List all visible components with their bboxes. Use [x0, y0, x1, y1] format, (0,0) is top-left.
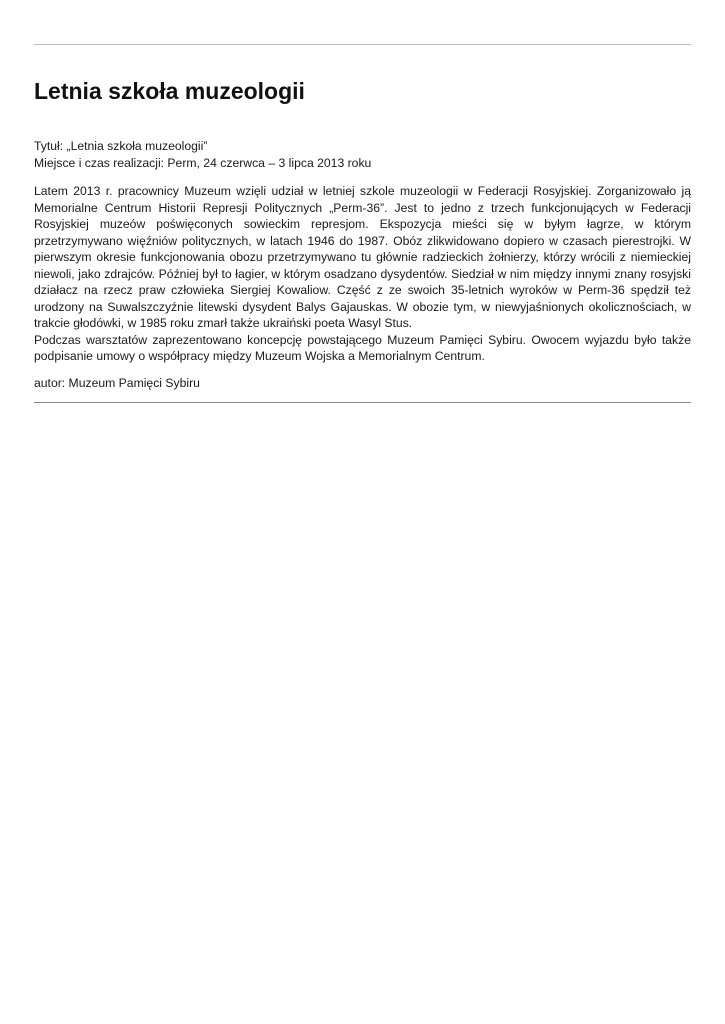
meta-place-time: Miejsce i czas realizacji: Perm, 24 czerwca – 3 lipca 2013 roku	[34, 155, 372, 170]
meta-title: Tytuł: „Letnia szkoła muzeologii”	[34, 139, 208, 153]
bottom-divider	[34, 402, 691, 403]
article-meta	[34, 138, 691, 171]
page-title: Letnia szkoła muzeologii	[34, 78, 305, 104]
article-paragraph: Latem 2013 r. pracownicy Muzeum wzięli udział w letniej szkole muzeologii w Federacji Rosyjskiej. Zorganizowało ją Memorialne Centrum Historii Represji Politycznych „Perm-36”. Jest to jedno z trzech funkcjonujących w Federacji Rosyjskiej muzeów poświęconych sowieckim represjom. Ekspozycja mieści się w byłym łagrze, w którym przetrzymywano więźniów politycznych, w latach 1946 do 1987. Obóz zlikwidowano dopiero w czasach pierestrojki. W pierwszym okresie funkcjonowania obozu przetrzymywano tu głównie radzieckich żołnierzy, którzy wrócili z niemieckiej niewoli, jako zdrajców. Później był to łagier, w którym osadzano dysydentów. Siedział w nim między innymi znany rosyjski działacz na rzecz praw człowieka Siergiej Kowaliow. Część z ze swoich 35-letnich wyroków w Perm-36 spędził też urodzony na Suwalszczyźnie litewski dysydent Balys Gajauskas. W obozie tym, w niewyjaśnionych okolicznościach, w trakcie głodówki, w 1985 roku zmarł także ukraiński poeta Wasyl Stus.	[34, 184, 691, 330]
author-line: autor: Muzeum Pamięci Sybiru	[34, 376, 200, 390]
article-body	[34, 183, 691, 365]
top-divider	[34, 44, 691, 45]
article-paragraph: Podczas warsztatów zaprezentowano koncepcję powstającego Muzeum Pamięci Sybiru. Owocem wyjazdu było także podpisanie umowy o współpracy między Muzeum Wojska a Memorialnym Centrum.	[34, 332, 691, 363]
